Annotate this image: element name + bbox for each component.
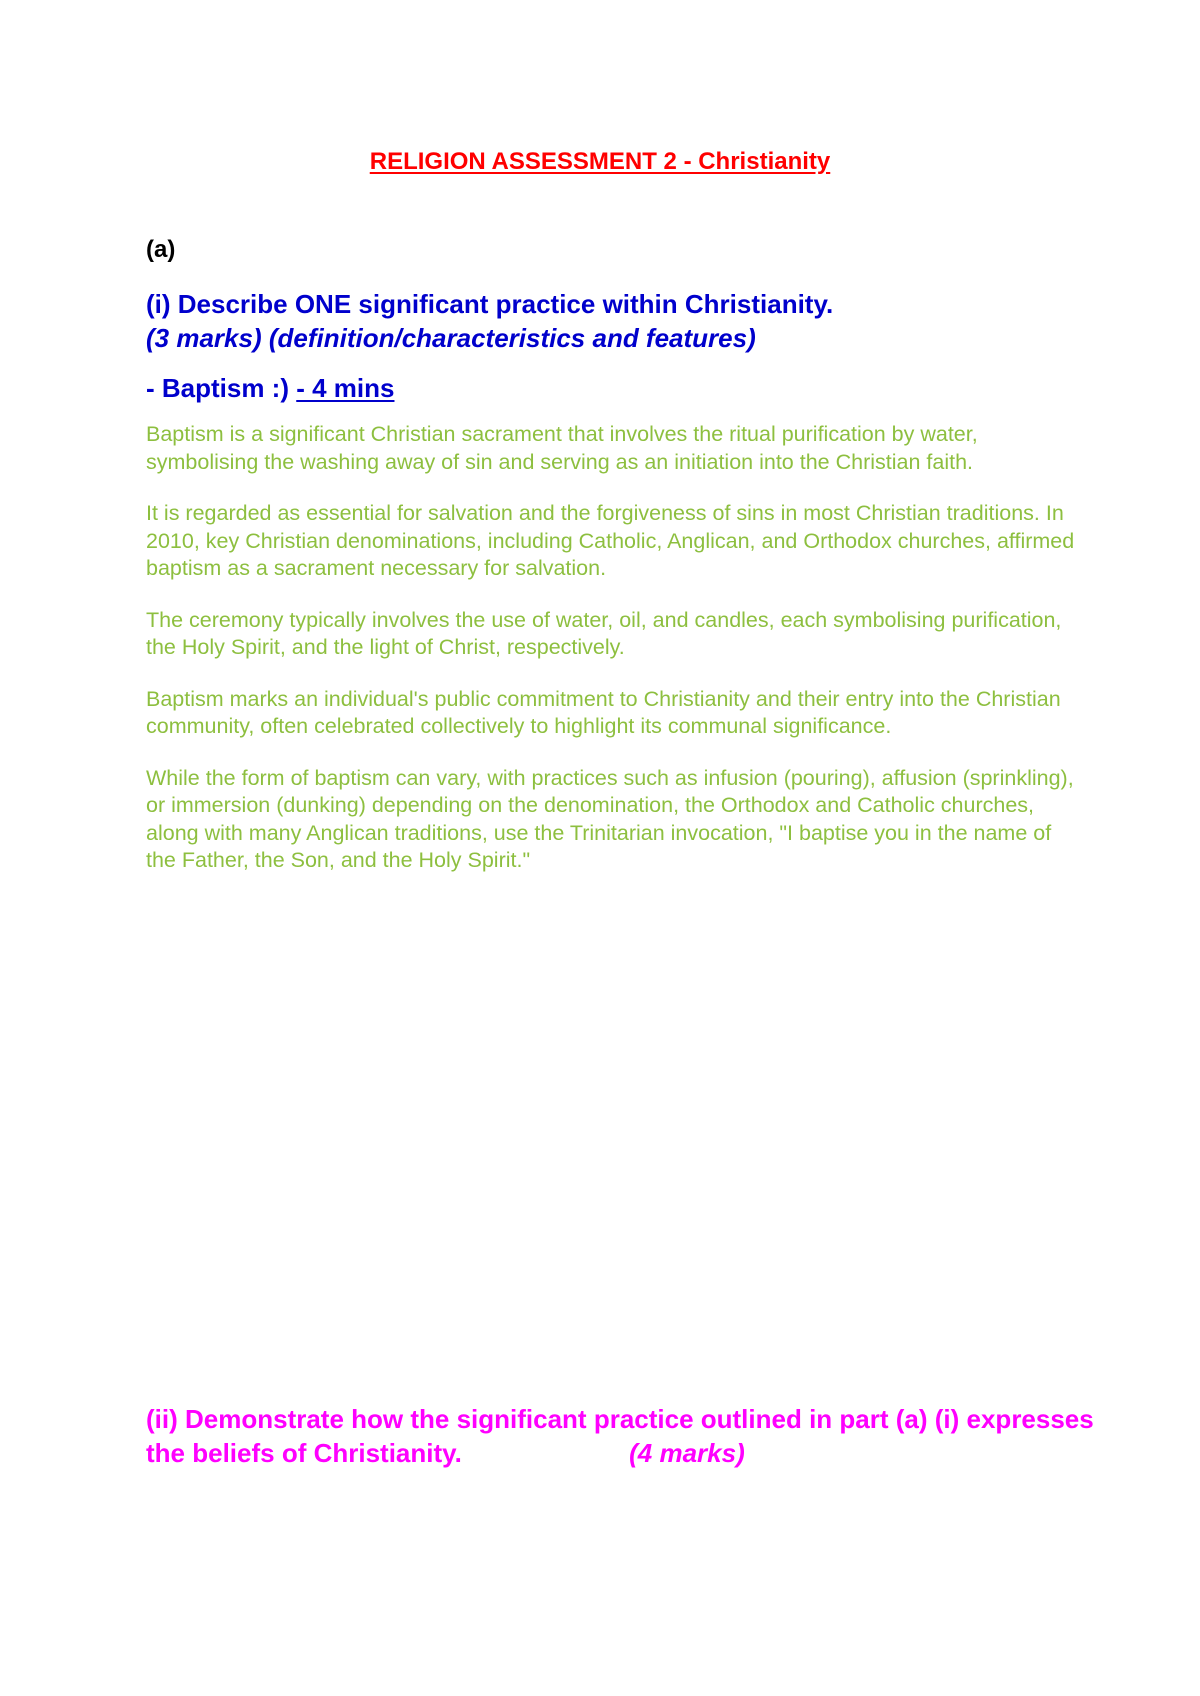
answer-paragraph: It is regarded as essential for salvation and the forgiveness of sins in most Christian traditions. In 2010, key Christian denominations, including Catholic, Anglican, and Orthodox churches, affirmed baptism as a sacrament necessary for salvation. bbox=[146, 501, 1075, 580]
question-2 bbox=[146, 1402, 1096, 1470]
answer-paragraph: While the form of baptism can vary, with practices such as infusion (pouring), affusion (sprinkling), or immersion (dunking) depending on the denomination, the Orthodox and Catholic churches, along with many Anglican traditions, use the Trinitarian invocation, "I baptise you in the name of the Father, the Son, and the Holy Spirit." bbox=[146, 765, 1074, 872]
question-1-text: (i) Describe ONE significant practice within Christianity. bbox=[146, 289, 834, 319]
answer-paragraph: Baptism marks an individual's public commitment to Christianity and their entry into the Christian community, often celebrated collectively to highlight its communal significance. bbox=[146, 686, 1061, 738]
answer-heading bbox=[146, 373, 394, 404]
part-label: (a) bbox=[146, 236, 176, 263]
answer-paragraph: The ceremony typically involves the use of water, oil, and candles, each symbolising purification, the Holy Spirit, and the light of Christ, respectively. bbox=[146, 607, 1062, 659]
question-2-marks: (4 marks) bbox=[629, 1438, 745, 1468]
answer-body bbox=[146, 421, 1076, 899]
question-2-text: (ii) Demonstrate how the significant practice outlined in part (a) (i) expresses the beliefs of Christianity. bbox=[146, 1404, 1094, 1468]
question-1 bbox=[146, 287, 1096, 355]
question-1-marks: (3 marks) (definition/characteristics and features) bbox=[146, 323, 756, 353]
page-title: RELIGION ASSESSMENT 2 - Christianity bbox=[369, 148, 831, 175]
answer-paragraph: Baptism is a significant Christian sacrament that involves the ritual purification by water, symbolising the washing away of sin and serving as an initiation into the Christian faith. bbox=[146, 422, 978, 474]
answer-topic: - Baptism :) bbox=[146, 373, 289, 403]
answer-time: - 4 mins bbox=[296, 373, 395, 403]
